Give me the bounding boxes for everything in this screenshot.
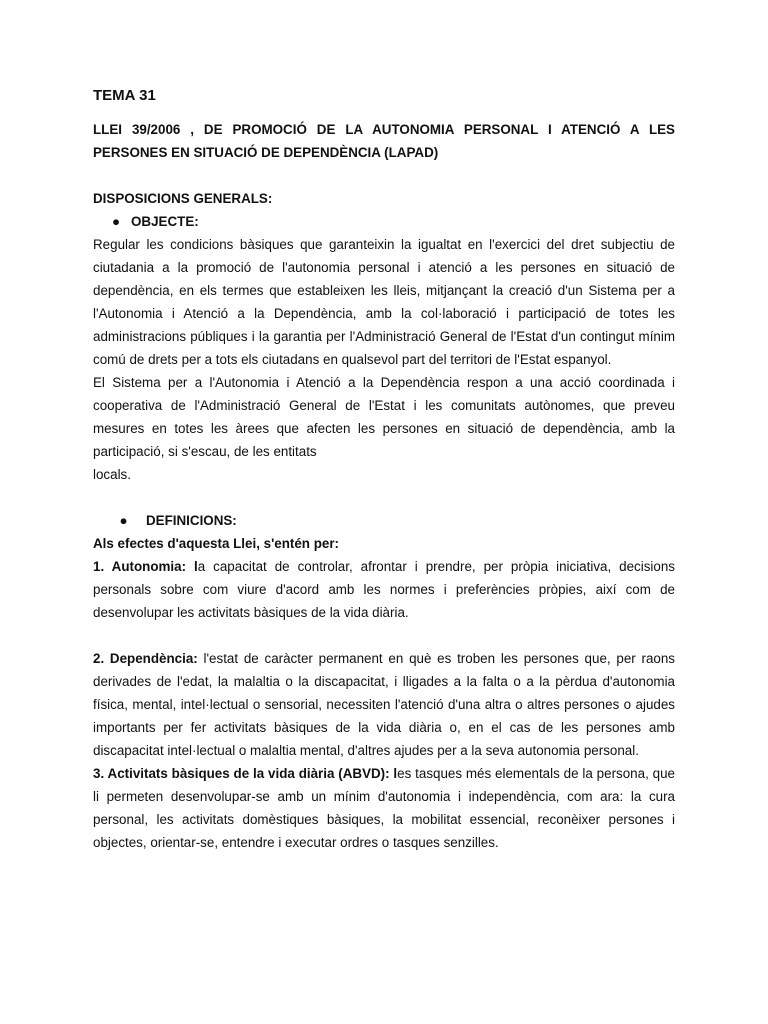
definicions-heading: DEFINICIONS:: [146, 513, 237, 528]
definition-text: l'estat de caràcter permanent en què es troben les persones que, per raons derivades de l'edat, la malaltia o la discapacitat, i lligades a la falta o a la pèrdua d'autonomia física, mental, intel·lectual o sensorial, necessiten l'atenció d'una altra o altres persones o ajudes importants per fer activitats bàsiques de la vida diària o, en el cas de les persones amb discapacitat intel·lectual o malaltia mental, d'altres ajudes per a la seva autonomia personal.: [93, 651, 675, 758]
definition-label: 1. Autonomia: l: [93, 559, 198, 574]
objecte-heading: OBJECTE:: [131, 214, 199, 229]
bullet-definicions: [93, 509, 675, 532]
objecte-paragraph-2: El Sistema per a l'Autonomia i Atenció a la Dependència respon a una acció coordinada i cooperativa de l'Administració General de l'Estat i les comunitats autònomes, que preveu mesures en totes les àrees que afecten les persones en situació de dependència, amb la participació, si s'escau, de les entitats: [93, 375, 675, 459]
definition-text: es tasques més elementals de la persona, que li permeten desenvolupar-se amb un mínim d'autonomia i independència, com ara: la cura personal, les activitats domèstiques bàsiques, la mobilitat essencial, reconèixer persones i objectes, orientar-se, entendre i executar ordres o tasques senzilles.: [93, 766, 675, 850]
page-title: TEMA 31: [93, 87, 156, 104]
bullet-objecte: [93, 210, 675, 233]
law-title: LLEI 39/2006 , DE PROMOCIÓ DE LA AUTONOMIA PERSONAL I ATENCIÓ A LES PERSONES EN SITUACIÓ DE DEPENDÈNCIA (LAPAD): [93, 122, 675, 160]
definition-text: a capacitat de controlar, afrontar i prendre, per pròpia iniciativa, decisions personals sobre com viure d'acord amb les normes i preferències pròpies, així com de desenvolupar les activitats bàsiques de la vida diària.: [93, 559, 675, 620]
definition-dependencia: [93, 647, 675, 762]
definition-label: 3. Activitats bàsiques de la vida diària (ABVD): l: [93, 766, 398, 781]
bullet-icon: ●: [119, 513, 128, 528]
definition-label: 2. Dependència:: [93, 651, 198, 666]
definition-autonomia: [93, 555, 675, 624]
definicions-intro: Als efectes d'aquesta Llei, s'entén per:: [93, 536, 339, 551]
general-heading: DISPOSICIONS GENERALS:: [93, 191, 273, 206]
spacer: [93, 624, 675, 647]
bullet-icon: ●: [111, 214, 121, 229]
objecte-paragraph-1: Regular les condicions bàsiques que garanteixin la igualtat en l'exercici del dret subjectiu de ciutadania a la promoció de l'autonomia personal i atenció a les persones en situació de dependència, en els termes que estableixen les lleis, mitjançant la creació d'un Sistema per a l'Autonomia i Atenció a la Dependència, amb la col·laboració i participació de totes les administracions públiques i la garantia per l'Administració General de l'Estat d'un contingut mínim comú de drets per a tots els ciutadans en qualsevol part del territori de l'Estat espanyol.: [93, 237, 675, 367]
objecte-paragraph-2-end: locals.: [93, 467, 131, 482]
definition-abvd: [93, 762, 675, 854]
spacer: [93, 486, 675, 509]
